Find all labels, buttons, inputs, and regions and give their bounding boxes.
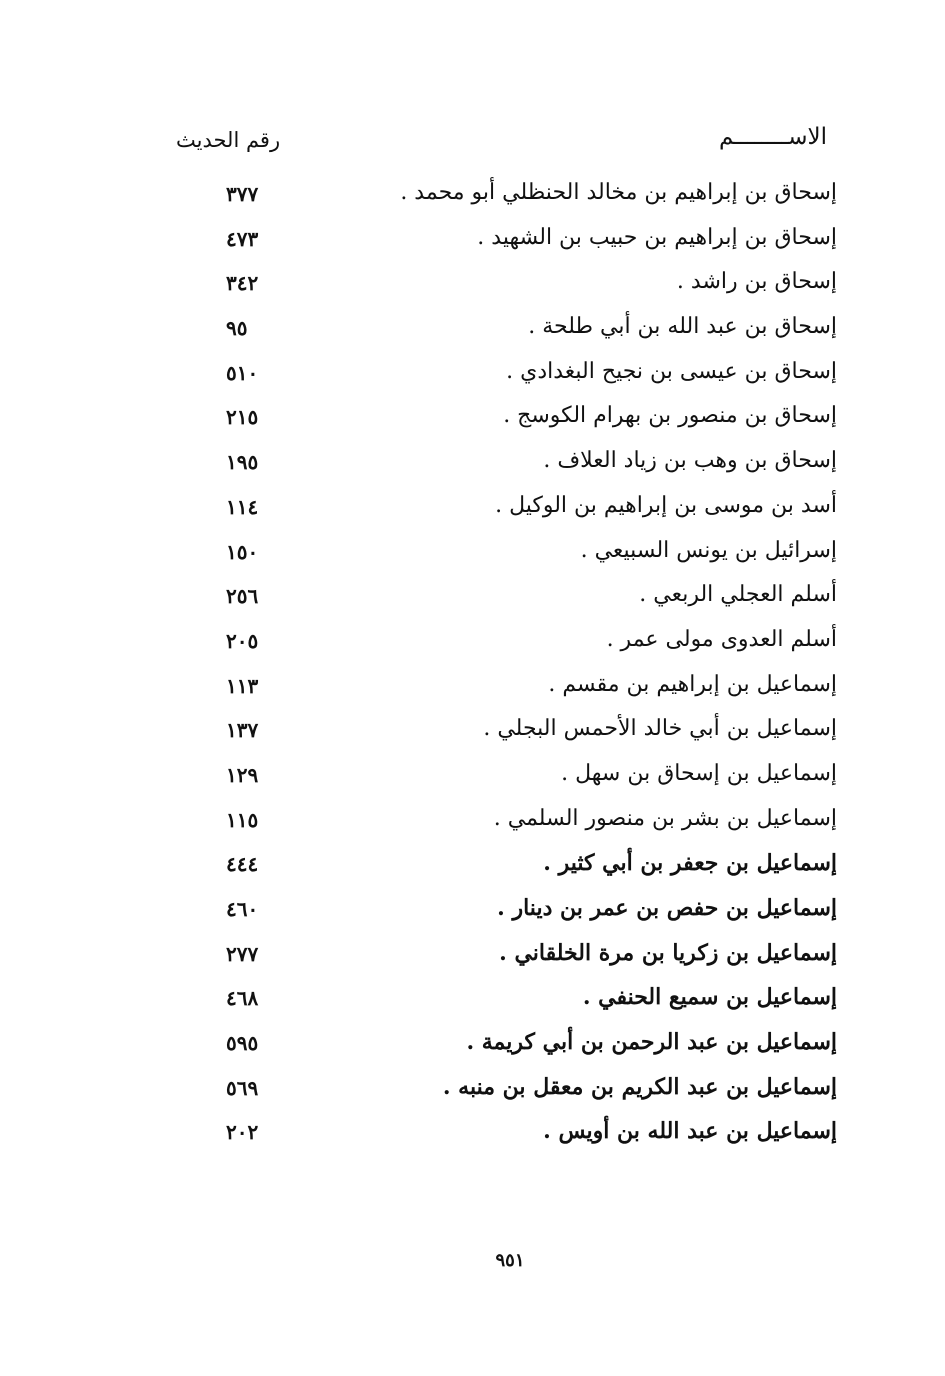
hadith-number: ٥٩٥ xyxy=(226,1031,259,1056)
hadith-number: ٤٧٣ xyxy=(226,226,259,251)
list-item xyxy=(0,846,945,891)
narrator-name: إسماعيل بن أبي خالد الأحمس البجلي . xyxy=(483,716,837,742)
hadith-number: ٢٧٧ xyxy=(226,941,259,966)
hadith-number: ٢٠٥ xyxy=(226,628,259,653)
hadith-number: ٣٤٢ xyxy=(226,271,259,296)
list-item xyxy=(0,265,945,310)
narrator-name: إسماعيل بن بشر بن منصور السلمي . xyxy=(493,805,837,831)
hadith-number: ١٢٩ xyxy=(226,762,259,787)
narrator-name: أسلم العدوى مولى عمر . xyxy=(606,626,837,652)
list-item xyxy=(0,444,945,489)
narrator-index-list xyxy=(0,176,945,1159)
hadith-number: ٥١٠ xyxy=(226,360,259,385)
list-item xyxy=(0,757,945,802)
narrator-name: إسماعيل بن عبد الله بن أويس . xyxy=(543,1118,837,1145)
list-item xyxy=(0,623,945,668)
hadith-number: ٣٧٧ xyxy=(226,182,259,206)
hadith-number: ١١٣ xyxy=(226,673,259,698)
narrator-name: إسماعيل بن عبد الرحمن بن أبي كريمة . xyxy=(466,1029,837,1056)
list-item xyxy=(0,578,945,623)
narrator-name: إسرائيل بن يونس السبيعي . xyxy=(580,537,837,563)
hadith-number: ١٩٥ xyxy=(226,450,259,475)
hadith-number: ٤٦٠ xyxy=(226,897,259,921)
narrator-name: إسماعيل بن زكريا بن مرة الخلقاني . xyxy=(499,939,837,966)
list-item xyxy=(0,891,945,936)
hadith-number: ١١٤ xyxy=(226,494,259,519)
hadith-number: ١٣٧ xyxy=(226,718,259,743)
narrator-name: إسماعيل بن سميع الحنفي . xyxy=(582,984,837,1011)
narrator-name: إسماعيل بن جعفر بن أبي كثير . xyxy=(543,850,837,877)
narrator-name: إسماعيل بن حفص بن عمر بن دينار . xyxy=(497,895,837,921)
list-item xyxy=(0,355,945,400)
list-item xyxy=(0,980,945,1025)
list-item xyxy=(0,802,945,847)
narrator-name: إسحاق بن عيسى بن نجيح البغدادي . xyxy=(506,358,837,384)
hadith-number: ٤٤٤ xyxy=(226,852,259,877)
list-item xyxy=(0,1070,945,1115)
list-item xyxy=(0,1025,945,1070)
narrator-name: إسحاق بن إبراهيم بن حبيب بن الشهيد . xyxy=(477,224,837,250)
narrator-name: إسماعيل بن إبراهيم بن مقسم . xyxy=(548,671,837,697)
hadith-number: ٥٦٩ xyxy=(226,1075,259,1100)
list-item xyxy=(0,221,945,266)
page-number: ٩٥١ xyxy=(495,1250,525,1271)
list-item xyxy=(0,399,945,444)
list-item xyxy=(0,712,945,757)
narrator-name: إسحاق بن راشد . xyxy=(676,269,837,295)
narrator-name: إسحاق بن عبد الله بن أبي طلحة . xyxy=(528,314,837,340)
column-header-name: الاســــــــم xyxy=(719,124,827,150)
narrator-name: إسحاق بن وهب بن زياد العلاف . xyxy=(543,448,837,474)
hadith-number: ١٥٠ xyxy=(226,539,259,564)
column-header-hadith-number: رقم الحديث xyxy=(176,128,281,152)
narrator-name: أسلم العجلي الربعي . xyxy=(639,582,837,608)
list-item xyxy=(0,1114,945,1159)
hadith-number: ١١٥ xyxy=(226,807,259,832)
hadith-number: ٢١٥ xyxy=(226,405,259,430)
list-item xyxy=(0,936,945,981)
list-item xyxy=(0,534,945,579)
list-item xyxy=(0,489,945,534)
hadith-number: ٩٥ xyxy=(226,316,248,341)
list-item xyxy=(0,668,945,713)
narrator-name: إسحاق بن منصور بن بهرام الكوسج . xyxy=(503,403,837,429)
list-item xyxy=(0,176,945,221)
narrator-name: إسماعيل بن عبد الكريم بن معقل بن منبه . xyxy=(442,1073,837,1100)
hadith-number: ٢٠٢ xyxy=(226,1120,259,1145)
hadith-number: ٢٥٦ xyxy=(226,584,259,609)
list-item xyxy=(0,310,945,355)
narrator-name: إسماعيل بن إسحاق بن سهل . xyxy=(561,760,837,786)
hadith-number: ٤٦٨ xyxy=(226,986,259,1011)
narrator-name: أسد بن موسى بن إبراهيم بن الوكيل . xyxy=(495,492,837,518)
narrator-name: إسحاق بن إبراهيم بن مخالد الحنظلي أبو محمد . xyxy=(400,180,837,205)
